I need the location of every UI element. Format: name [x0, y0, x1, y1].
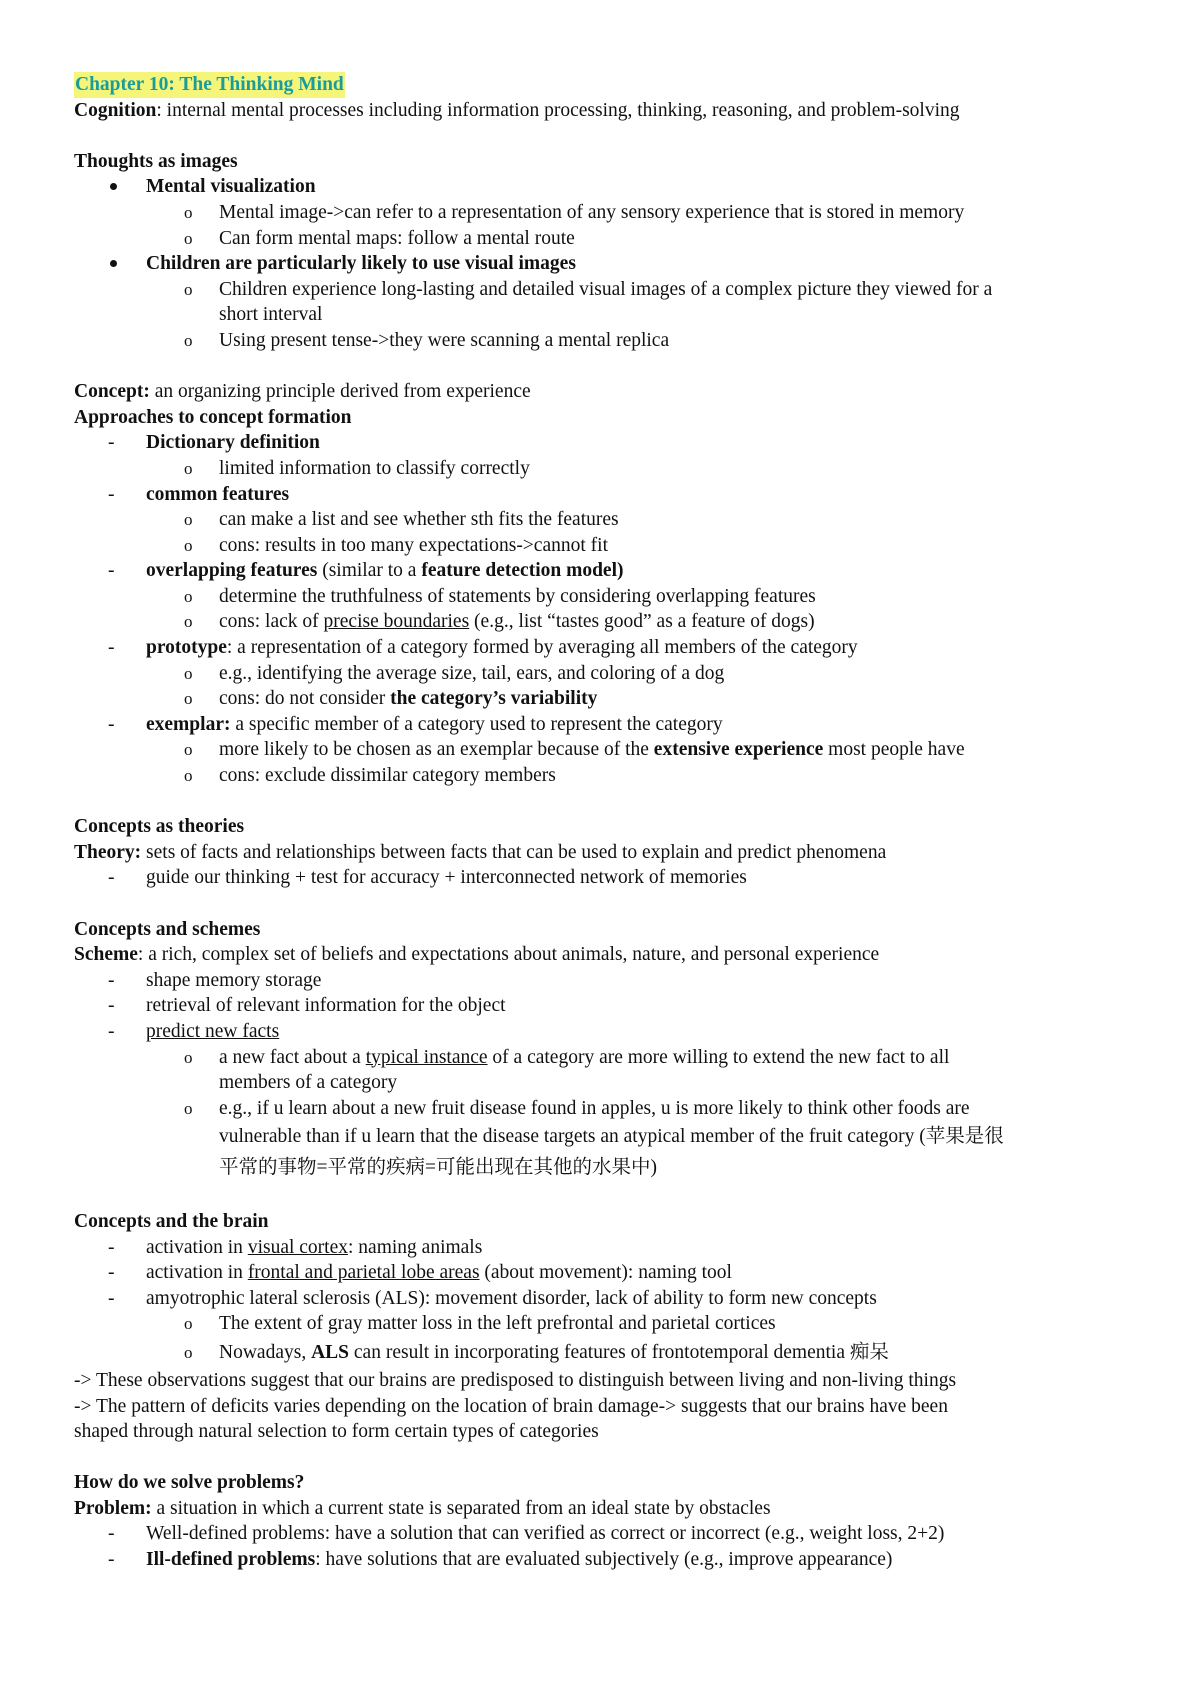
- dash-icon: -: [108, 1236, 115, 1258]
- dash-item: - overlapping features (similar to a feature detection model): [74, 558, 1134, 584]
- sub-bullet-icon: o: [184, 740, 193, 760]
- sub-item: o e.g., identifying the average size, tail, ears, and coloring of a dog: [74, 661, 1134, 687]
- sub-bullet-icon: o: [184, 1342, 193, 1362]
- sub-item: o can make a list and see whether sth fits the features: [74, 507, 1134, 533]
- sub-bullet-icon: o: [184, 279, 193, 299]
- dash-item: - prototype: a representation of a category formed by averaging all members of the category: [74, 635, 1134, 661]
- sub-item: o determine the truthfulness of statements by considering overlapping features: [74, 584, 1134, 610]
- section-heading: How do we solve problems?: [74, 1472, 305, 1494]
- dash-icon: -: [108, 637, 115, 659]
- dash-icon: -: [108, 1287, 115, 1309]
- sub-bullet-icon: o: [184, 202, 193, 222]
- sub-item-continuation: vulnerable than if u learn that the disease targets an atypical member of the fruit category (苹果是很: [219, 1126, 1004, 1148]
- theory-definition: Theory: sets of facts and relationships between facts that can be used to explain and predict phenomena: [74, 841, 887, 863]
- sub-bullet-icon: o: [184, 1098, 193, 1118]
- sub-item: o cons: exclude dissimilar category members: [74, 763, 1134, 789]
- sub-bullet-icon: o: [184, 612, 193, 632]
- sub-bullet-icon: o: [184, 458, 193, 478]
- dash-item: - retrieval of relevant information for the object: [74, 993, 1134, 1019]
- sub-item: o Nowadays, ALS can result in incorporating features of frontotemporal dementia 痴呆: [74, 1337, 1134, 1368]
- sub-bullet-icon: o: [184, 663, 193, 683]
- dash-icon: -: [108, 1020, 115, 1042]
- section-heading: Concepts and schemes: [74, 918, 261, 940]
- dash-icon: -: [108, 560, 115, 582]
- scheme-definition: Scheme: a rich, complex set of beliefs and expectations about animals, nature, and personal experience: [74, 944, 880, 966]
- dash-icon: -: [108, 995, 115, 1017]
- dash-item: - exemplar: a specific member of a category used to represent the category: [74, 712, 1134, 738]
- dash-item: - Well-defined problems: have a solution that can verified as correct or incorrect (e.g., weight loss, 2+2): [74, 1521, 1134, 1547]
- dash-icon: -: [108, 483, 115, 505]
- dash-icon: -: [108, 1262, 115, 1284]
- sub-item: o cons: do not consider the category’s variability: [74, 686, 1134, 712]
- dash-item: - guide our thinking + test for accuracy + interconnected network of memories: [74, 865, 1134, 891]
- dash-item: - common features: [74, 482, 1134, 508]
- dash-icon: -: [108, 1549, 115, 1571]
- sub-item: o The extent of gray matter loss in the left prefrontal and parietal cortices: [74, 1311, 1134, 1337]
- sub-bullet-icon: o: [184, 1314, 193, 1334]
- concept-definition: Concept: an organizing principle derived from experience: [74, 381, 531, 403]
- sub-bullet-icon: o: [184, 228, 193, 248]
- sub-item: o Mental image->can refer to a representation of any sensory experience that is stored in memory: [74, 200, 1134, 226]
- term: Cognition: [74, 99, 157, 121]
- sub-item-continuation: 平常的事物=平常的疾病=可能出现在其他的水果中): [219, 1157, 657, 1179]
- note-line: -> The pattern of deficits varies depending on the location of brain damage-> suggests that our brains have been: [74, 1395, 948, 1417]
- sub-item-continuation: members of a category: [219, 1072, 398, 1094]
- cognition-definition: [74, 98, 1134, 124]
- section-heading: Approaches to concept formation: [74, 406, 352, 428]
- sub-bullet-icon: o: [184, 1047, 193, 1067]
- document-page: [74, 72, 1134, 1573]
- sub-bullet-icon: o: [184, 586, 193, 606]
- dash-item: - activation in frontal and parietal lobe areas (about movement): naming tool: [74, 1260, 1134, 1286]
- note-line: shaped through natural selection to form certain types of categories: [74, 1421, 599, 1443]
- bullet-item: Children are particularly likely to use visual images: [74, 251, 1134, 277]
- sub-bullet-icon: o: [184, 330, 193, 350]
- dash-icon: -: [108, 867, 115, 889]
- dash-item: - amyotrophic lateral sclerosis (ALS): movement disorder, lack of ability to form new concepts: [74, 1286, 1134, 1312]
- sub-item: o e.g., if u learn about a new fruit disease found in apples, u is more likely to think other foods are: [74, 1096, 1134, 1122]
- sub-item: o Children experience long-lasting and detailed visual images of a complex picture they viewed for a: [74, 277, 1134, 303]
- section-heading: Concepts as theories: [74, 816, 245, 838]
- problem-definition: Problem: a situation in which a current state is separated from an ideal state by obstacles: [74, 1497, 771, 1519]
- sub-item: o a new fact about a typical instance of a category are more willing to extend the new fact to all: [74, 1045, 1134, 1071]
- dash-icon: -: [108, 1523, 115, 1545]
- dash-item: - predict new facts: [74, 1019, 1134, 1045]
- sub-item: o limited information to classify correctly: [74, 456, 1134, 482]
- chapter-title: Chapter 10: The Thinking Mind: [74, 72, 345, 98]
- sub-bullet-icon: o: [184, 535, 193, 555]
- dash-icon: -: [108, 969, 115, 991]
- bullet-icon: [110, 183, 117, 190]
- note-line: -> These observations suggest that our brains are predisposed to distinguish between living and non-living things: [74, 1369, 957, 1391]
- sub-bullet-icon: o: [184, 689, 193, 709]
- sub-item: o more likely to be chosen as an exemplar because of the extensive experience most people have: [74, 737, 1134, 763]
- dash-item: - shape memory storage: [74, 968, 1134, 994]
- sub-bullet-icon: o: [184, 510, 193, 530]
- chapter-title-line: [74, 72, 1134, 98]
- bullet-icon: [110, 260, 117, 267]
- sub-item: o Can form mental maps: follow a mental route: [74, 226, 1134, 252]
- sub-bullet-icon: o: [184, 766, 193, 786]
- bullet-item: Mental visualization: [74, 174, 1134, 200]
- definition: : internal mental processes including information processing, thinking, reasoning, and problem-solving: [156, 99, 960, 121]
- dash-item: - activation in visual cortex: naming animals: [74, 1235, 1134, 1261]
- sub-item-continuation: short interval: [219, 304, 323, 326]
- sub-item: o cons: lack of precise boundaries (e.g., list “tastes good” as a feature of dogs): [74, 609, 1134, 635]
- section-heading: Concepts and the brain: [74, 1210, 269, 1232]
- sub-item: o Using present tense->they were scanning a mental replica: [74, 328, 1134, 354]
- dash-icon: -: [108, 432, 115, 454]
- dash-item: - Dictionary definition: [74, 430, 1134, 456]
- dash-item: - Ill-defined problems: have solutions that are evaluated subjectively (e.g., improve appearance): [74, 1547, 1134, 1573]
- section-heading: Thoughts as images: [74, 150, 238, 172]
- sub-item: o cons: results in too many expectations->cannot fit: [74, 533, 1134, 559]
- dash-icon: -: [108, 713, 115, 735]
